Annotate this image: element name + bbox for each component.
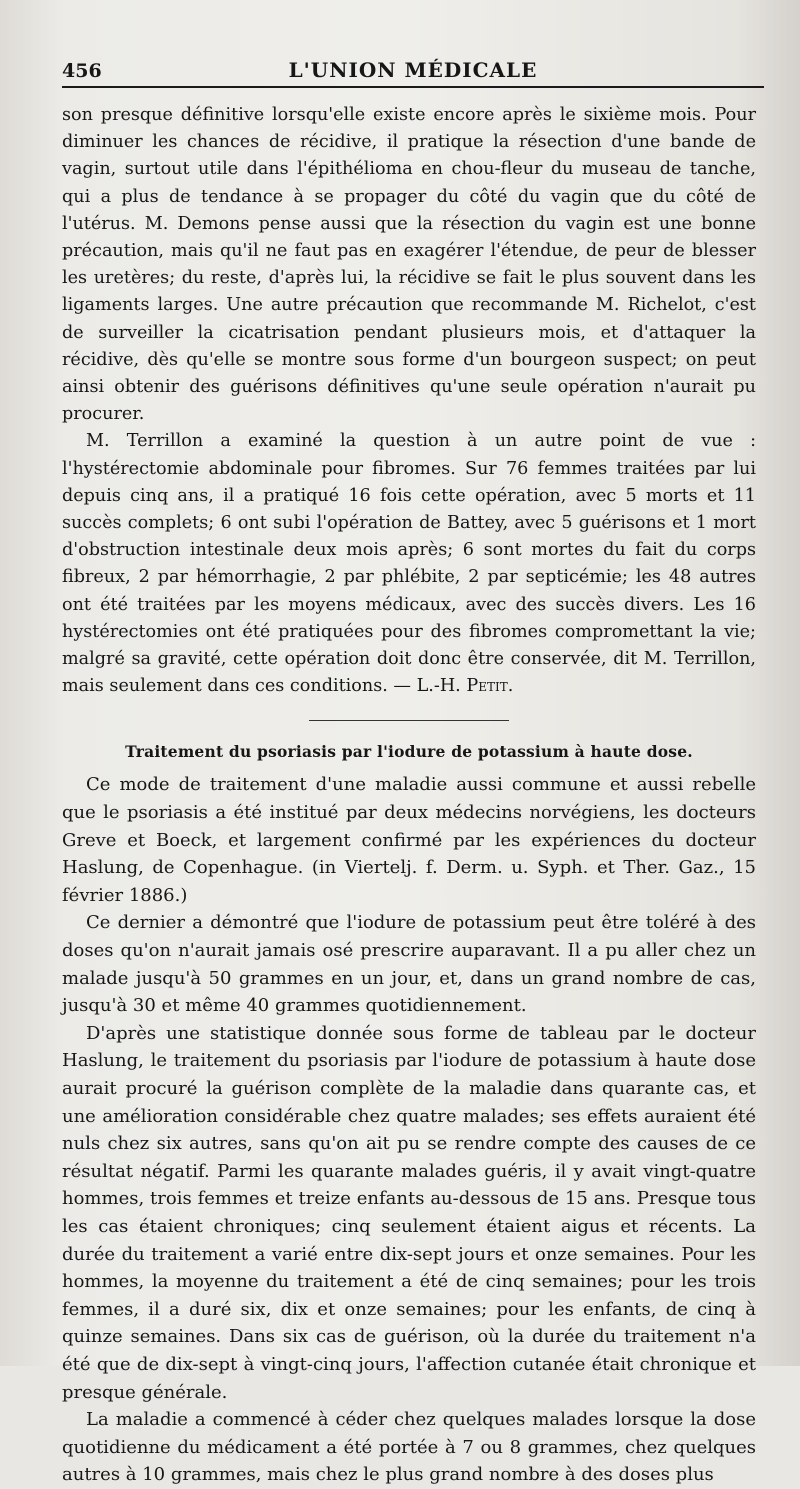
paragraph: Ce dernier a démontré que l'iodure de potassium peut être toléré à des doses qu'on n'aurait jamais osé prescrire auparavant. Il a pu aller chez un malade jusqu'à 50 grammes en un jour, et, dans un grand nombre de cas, jusqu'à 30 et même 40 grammes quotidiennement.: [62, 912, 756, 1017]
page-number: 456: [62, 60, 102, 82]
journal-title: L'UNION MÉDICALE: [288, 58, 538, 82]
paragraph: Ce mode de traitement d'une maladie aussi commune et aussi rebelle que le psoriasis a été institué par deux médecins norvégiens, les docteurs Greve et Boeck, et largement confirmé par les expériences du docteur Haslung, de Copenhague. (in Viertelj. f. Derm. u. Syph. et Ther. Gaz., 15 février 1886.): [62, 774, 756, 906]
article-continuation: [62, 102, 756, 700]
paragraph: D'après une statistique donnée sous forme de tableau par le docteur Haslung, le traitement du psoriasis par l'iodure de potassium à haute dose aurait procuré la guérison complète de la maladie dans quarante cas, et une amélioration considérable chez quatre malades; ses effets auraient été nuls chez six autres, sans qu'on ait pu se rendre compte des causes de ce résultat négatif. Parmi les quarante malades guéris, il y avait vingt-quatre hommes, trois femmes et treize enfants au-dessous de 15 ans. Presque tous les cas étaient chroniques; cinq seulement étaient aigus et récents. La durée du traitement a varié entre dix-sept jours et onze semaines. Pour les hommes, la moyenne du traitement a été de cinq semaines; pour les trois femmes, il a duré six, dix et onze semaines; pour les enfants, de cinq à quinze semaines. Dans six cas de guérison, où la durée du traitement n'a été que de dix-sept à vingt-cinq jours, l'affection cutanée était chronique et presque générale.: [62, 1022, 756, 1403]
section-divider: [309, 720, 509, 721]
paragraph: La maladie a commencé à céder chez quelques malades lorsque la dose quotidienne du médicament a été portée à 7 ou 8 grammes, chez quelques autres à 10 grammes, mais chez le plus grand nombre à des doses plus: [62, 1409, 756, 1486]
article-title: Traitement du psoriasis par l'iodure de potassium à haute dose.: [125, 742, 693, 762]
paragraph-text: M. Terrillon a examiné la question à un autre point de vue : l'hystérectomie abdominale pour fibromes. Sur 76 femmes traitées par lui depuis cinq ans, il a pratiqué 16 fois cette opération, avec 5 morts et 11 succès complets; 6 ont subi l'opération de Battey, avec 5 guérisons et 1 mort d'obstruction intestinale deux mois après; 6 sont mortes du fait du corps fibreux, 2 par hémorrhagie, 2 par phlébite, 2 par septicémie; les 48 autres ont été traitées par les moyens médicaux, avec des succès divers. Les 16 hystérectomies ont été pratiquées pour des fibromes compromettant la vie; malgré sa gravité, cette opération doit donc être conservée, dit M. Terrillon, mais seulement dans ces conditions. —: [62, 431, 756, 697]
paragraph: son presque définitive lorsqu'elle existe encore après le sixième mois. Pour diminuer les chances de récidive, il pratique la résection d'une bande de vagin, surtout utile dans l'épithélioma en chou-fleur du museau de tanche, qui a plus de tendance à se propager du côté du vagin que du côté de l'utérus. M. Demons pense aussi que la résection du vagin est une bonne précaution, mais qu'il ne faut pas en exagérer l'étendue, de peur de blesser les uretères; du reste, d'après lui, la récidive se fait le plus souvent dans les ligaments larges. Une autre précaution que recommande M. Richelot, c'est de surveiller la cicatrisation pendant plusieurs mois, et d'attaquer la récidive, dès qu'elle se montre sous forme d'un bourgeon suspect; on peut ainsi obtenir des guérisons définitives qu'une seule opération n'aurait pu procurer.: [62, 105, 756, 425]
author-signature: L.-H. Petit.: [416, 676, 514, 697]
paragraph: [62, 428, 756, 700]
running-head: [62, 52, 764, 88]
article-body: [62, 771, 756, 1488]
